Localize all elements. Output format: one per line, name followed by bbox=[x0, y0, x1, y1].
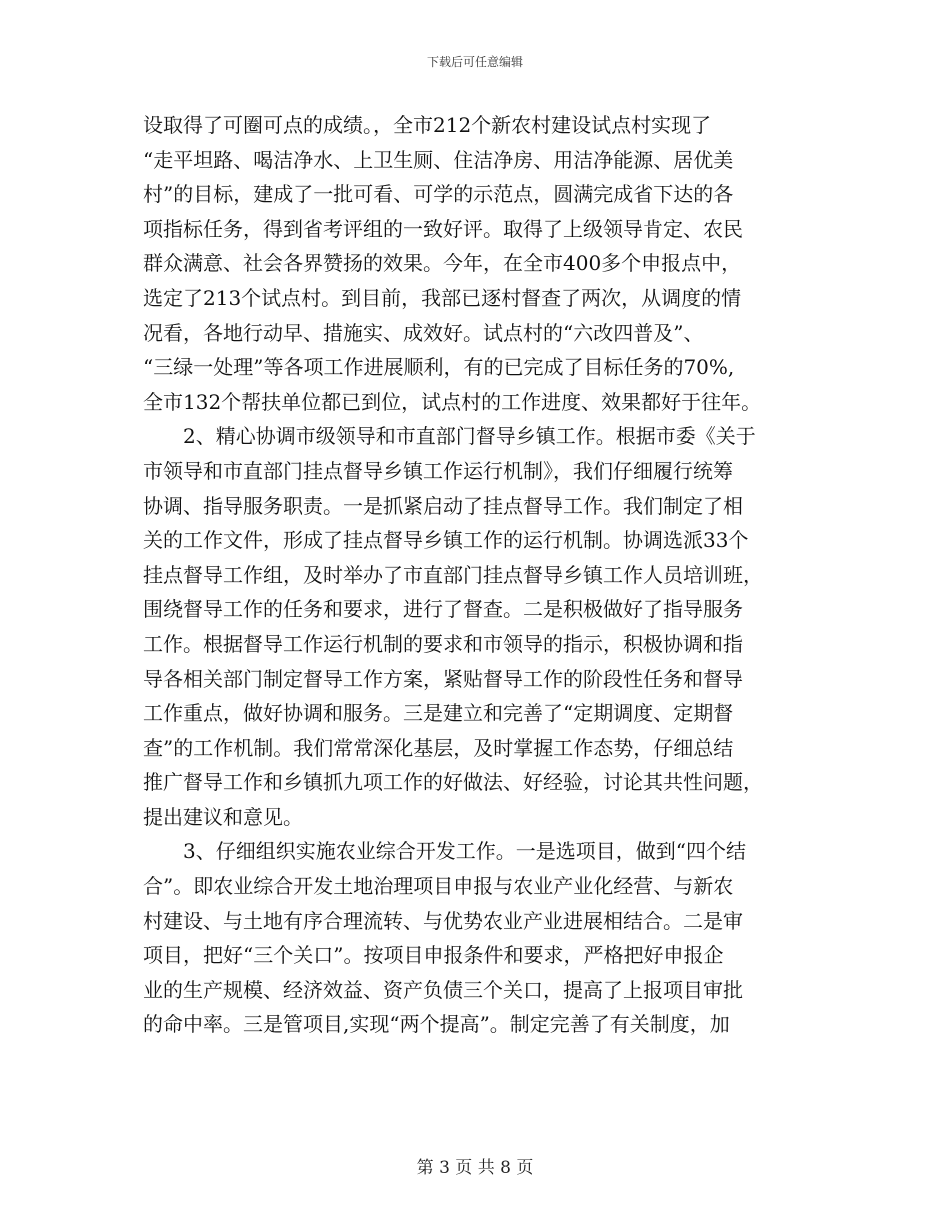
text-line: 村建设、与土地有序合理流转、与优势农业产业进展相结合。二是审 bbox=[143, 908, 743, 933]
text-line: 3、仔细组织实施农业综合开发工作。一是选项目，做到“四个结 bbox=[143, 839, 746, 864]
text-line: 围绕督导工作的任务和要求，进行了督查。二是积极做好了指导服务 bbox=[143, 597, 743, 622]
text-line: 工作重点，做好协调和服务。三是建立和完善了“定期调度、定期督 bbox=[143, 701, 734, 726]
text-line: 村”的目标，建成了一批可看、可学的示范点，圆满完成省下达的各 bbox=[143, 182, 734, 207]
text-line: 工作。根据督导工作运行机制的要求和市领导的指示，积极协调和指 bbox=[143, 631, 743, 656]
text-line: 业的生产规模、经济效益、资产负债三个关口，提高了上报项目审批 bbox=[143, 977, 743, 1002]
text-line: 全市132个帮扶单位都已到位，试点村的工作进度、效果都好于往年。 bbox=[143, 389, 762, 414]
text-line: 的命中率。三是管项目,实现“两个提高”。制定完善了有关制度，加 bbox=[143, 1012, 730, 1037]
text-line: 导各相关部门制定督导工作方案，紧贴督导工作的阶段性任务和督导 bbox=[143, 666, 743, 691]
page-header-note: 下载后可任意编辑 bbox=[426, 55, 523, 69]
text-line: “走平坦路、喝洁净水、上卫生厕、住洁净房、用洁净能源、居优美 bbox=[143, 147, 734, 172]
text-line: 查”的工作机制。我们常常深化基层，及时掌握工作态势，仔细总结 bbox=[143, 735, 734, 760]
text-line: “三绿一处理”等各项工作进展顺利，有的已完成了目标任务的70%, bbox=[143, 355, 735, 380]
text-line: 况看，各地行动早、措施实、成效好。试点村的“六改四普及”、 bbox=[143, 320, 704, 345]
text-line: 挂点督导工作组，及时举办了市直部门挂点督导乡镇工作人员培训班， bbox=[143, 562, 763, 587]
text-line: 项目，把好“三个关口”。按项目申报条件和要求，严格把好申报企 bbox=[143, 943, 724, 968]
text-line: 项指标任务，得到省考评组的一致好评。取得了上级领导肯定、农民 bbox=[143, 216, 743, 241]
text-line: 群众满意、社会各界赞扬的效果。今年，在全市400多个申报点中， bbox=[143, 251, 742, 276]
text-line: 协调、指导服务职责。一是抓紧启动了挂点督导工作。我们制定了相 bbox=[143, 493, 743, 518]
text-line: 2、精心协调市级领导和市直部门督导乡镇工作。根据市委《关于 bbox=[143, 424, 756, 449]
text-line: 提出建议和意见。 bbox=[143, 804, 303, 829]
page-number: 第 3 页 共 8 页 bbox=[416, 1158, 534, 1178]
text-line: 推广督导工作和乡镇抓九项工作的好做法、好经验，讨论其共性问题， bbox=[143, 770, 763, 795]
text-line: 关的工作文件，形成了挂点督导乡镇工作的运行机制。协调选派33个 bbox=[143, 528, 749, 553]
text-line: 选定了213个试点村。到目前，我部已逐村督查了两次，从调度的情 bbox=[143, 285, 742, 310]
text-line: 市领导和市直部门挂点督导乡镇工作运行机制》，我们仔细履行统筹 bbox=[143, 458, 733, 483]
document-body bbox=[143, 108, 807, 1042]
text-line: 合”。即农业综合开发土地治理项目申报与农业产业化经营、与新农 bbox=[143, 874, 734, 899]
text-line: 设取得了可圈可点的成绩。，全市212个新农村建设试点村实现了 bbox=[143, 113, 712, 137]
